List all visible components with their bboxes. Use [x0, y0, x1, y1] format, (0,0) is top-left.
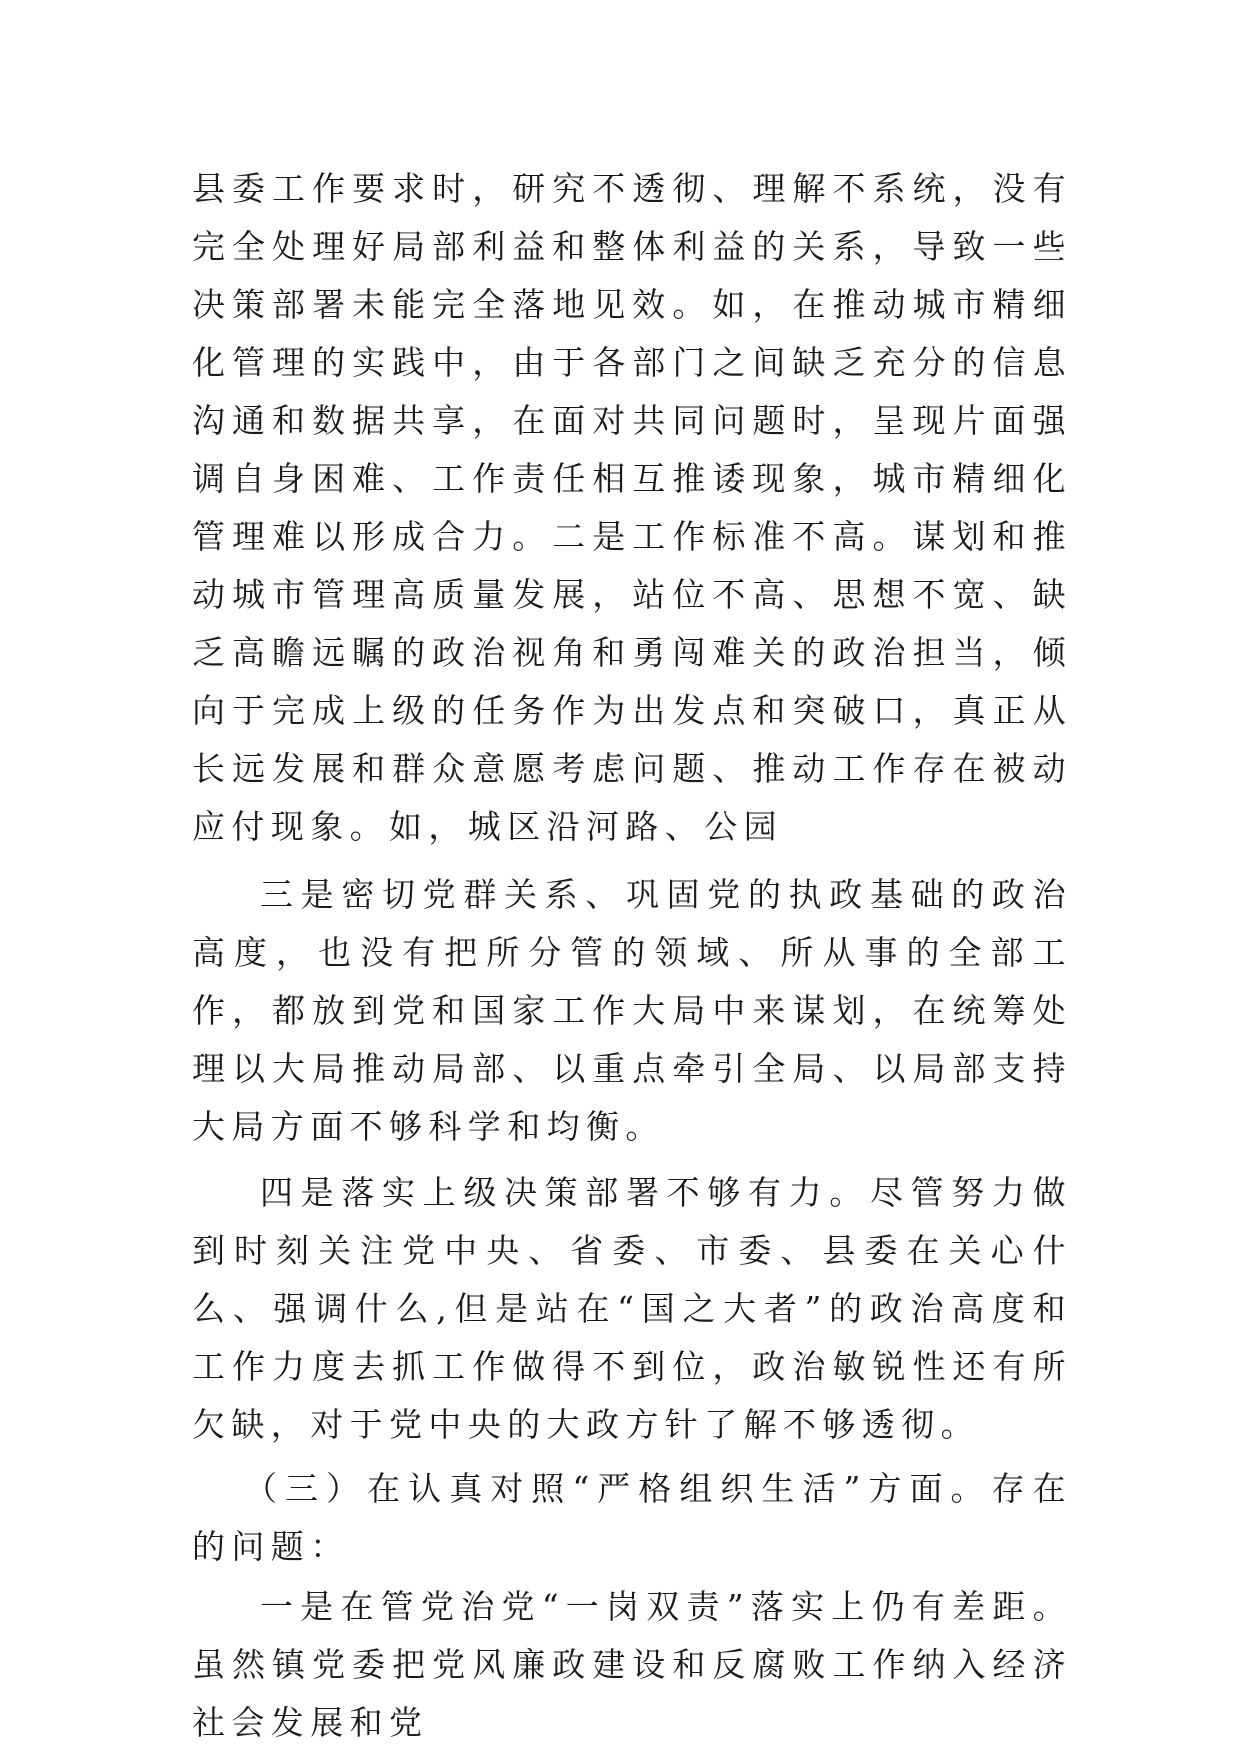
document-body	[192, 160, 1072, 1752]
paragraph-point-one: 一是在管党治党“一岗双责”落实上仍有差距。虽然镇党委把党风廉政建设和反腐败工作纳入经济社会发展和党	[192, 1587, 1072, 1742]
paragraph-continued: 县委工作要求时，研究不透彻、理解不系统，没有完全处理好局部利益和整体利益的关系，导致一些决策部署未能完全落地见效。如，在推动城市精细化管理的实践中，由于各部门之间缺乏充分的信息沟通和数据共享，在面对共同问题时，呈现片面强调自身困难、工作责任相互推诿现象，城市精细化管理难以形成合力。二是工作标准不高。谋划和推动城市管理高质量发展，站位不高、思想不宽、缺乏高瞻远瞩的政治视角和勇闯难关的政治担当，倾向于完成上级的任务作为出发点和突破口，真正从长远发展和群众意愿考虑问题、推动工作存在被动应付现象。如，城区沿河路、公园	[192, 169, 1072, 846]
paragraph-point-three: 三是密切党群关系、巩固党的执政基础的政治高度，也没有把所分管的领域、所从事的全部工作，都放到党和国家工作大局中来谋划，在统筹处理以大局推动局部、以重点牵引全局、以局部支持大局方面不够科学和均衡。	[192, 875, 1072, 1146]
paragraph-point-four: 四是落实上级决策部署不够有力。尽管努力做到时刻关注党中央、省委、市委、县委在关心什么、强调什么,但是站在“国之大者”的政治高度和工作力度去抓工作做得不到位，政治敏锐性还有所欠缺，对于党中央的大政方针了解不够透彻。	[192, 1173, 1072, 1444]
section-heading-three: （三）在认真对照“严格组织生活”方面。存在的问题：	[192, 1469, 1072, 1566]
